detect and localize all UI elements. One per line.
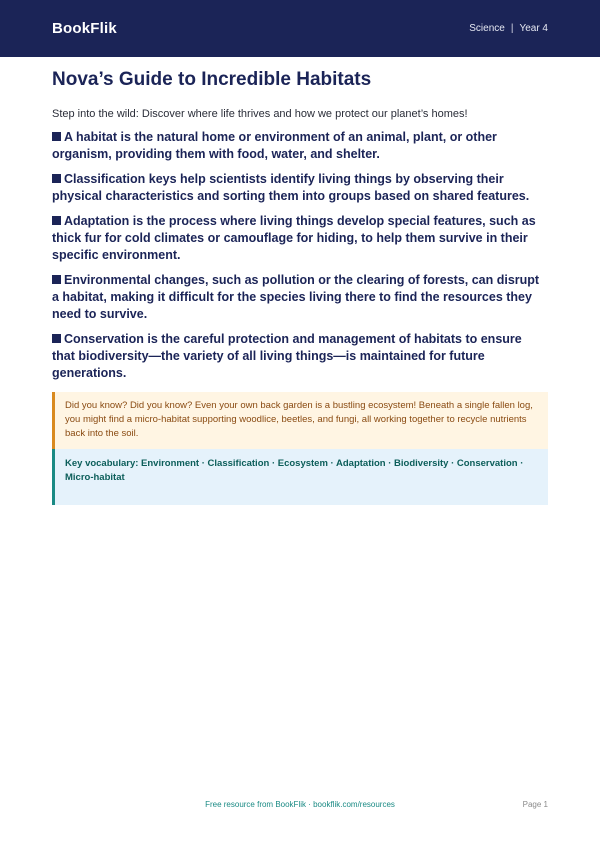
- main-content: [0, 69, 600, 505]
- fact-text: Environmental changes, such as pollution or the clearing of forests, can disrupt a habitat, making it difficult for the species living there to find the resources they need to survive.: [52, 273, 540, 322]
- fact-item: [52, 272, 548, 323]
- fact-item: [52, 213, 548, 264]
- fact-text: Adaptation is the process where living things develop special features, such as thick fur for cold climates or camouflage for hiding, to help them survive in their specific environment.: [52, 214, 536, 263]
- page-footer: [52, 800, 548, 814]
- fact-text: Classification keys help scientists identify living things by observing their physical characteristics and sorting them into groups based on shared features.: [52, 172, 530, 204]
- page-title: Nova’s Guide to Incredible Habitats: [52, 69, 372, 90]
- fact-text: Conservation is the careful protection and management of habitats to ensure that biodiversity—the variety of all living things—is maintained for future generations.: [52, 332, 522, 381]
- fact-item: [52, 129, 548, 163]
- page-number: Page 1: [522, 800, 548, 809]
- fact-item: [52, 331, 548, 382]
- square-bullet-icon: [52, 216, 61, 225]
- brand-logo-text: BookFlik: [52, 20, 117, 37]
- page-subtitle: Step into the wild: Discover where life thrives and how we protect our planet’s homes!: [52, 107, 468, 120]
- square-bullet-icon: [52, 334, 61, 343]
- footer-credit: Free resource from BookFlik · bookflik.com/resources: [205, 800, 395, 809]
- square-bullet-icon: [52, 275, 61, 284]
- fact-list: [52, 129, 548, 382]
- subject-label: Science: [469, 23, 505, 34]
- meta-separator: |: [510, 23, 514, 34]
- fact-text: A habitat is the natural home or environment of an animal, plant, or other organism, providing them with food, water, and shelter.: [52, 130, 497, 162]
- page-header: [0, 0, 600, 57]
- key-vocabulary-box: Key vocabulary: Environment · Classification · Ecosystem · Adaptation · Biodiversity · Conservation · Micro-habitat: [52, 449, 548, 505]
- square-bullet-icon: [52, 132, 61, 141]
- fact-item: [52, 171, 548, 205]
- header-meta: [469, 23, 548, 34]
- did-you-know-callout: Did you know? Did you know? Even your own back garden is a bustling ecosystem! Beneath a single fallen log, you might find a micro-habitat supporting woodlice, beetles, and fungi, all working together to recycle nutrients back into the soil.: [52, 392, 548, 449]
- square-bullet-icon: [52, 174, 61, 183]
- year-label: Year 4: [519, 23, 548, 34]
